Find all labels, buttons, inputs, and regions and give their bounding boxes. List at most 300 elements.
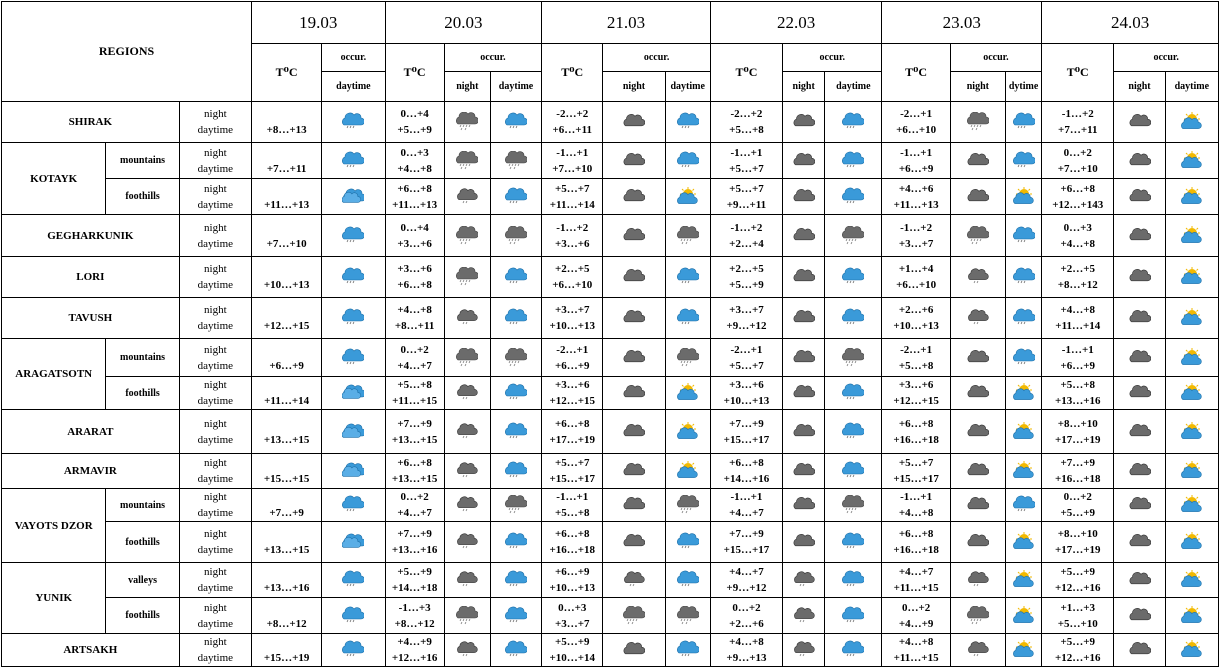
rain-cloud-icon [505,187,527,207]
night-weather-cell [783,215,825,257]
daytime-label: daytime [197,237,234,250]
night-label: night [204,457,227,469]
overcast-icon [1129,606,1151,626]
rain-cloud-icon [505,383,527,403]
night-temperature: +2…+5 [554,263,590,275]
night-weather-cell [783,298,825,339]
rain-cloud-icon [842,112,864,132]
night-temperature: +4…+7 [898,566,934,578]
night-daytime-label [179,179,251,215]
subregion-name: foothills [106,522,179,563]
day-weather-cell [665,563,710,598]
day-temperature: +4…+7 [397,359,432,372]
rain-cloud-icon [842,640,864,660]
day-temperature: +11…+15 [392,395,438,407]
rain-cloud-icon [1013,308,1035,328]
temperature-cell [710,298,782,339]
partly-sunny-icon [1013,570,1035,590]
temperature-cell [882,377,950,410]
day-weather-cell [825,377,882,410]
night-weather-cell [1114,454,1165,489]
day-weather-cell [825,522,882,563]
temperature-cell [882,634,950,667]
rain-cloud-icon [505,640,527,660]
overcast-icon [967,461,989,481]
day-temperature: +12…+16 [1054,582,1101,594]
occurrence-header: occur. [783,44,882,72]
temperature-cell [882,143,950,179]
day-weather-cell [1165,634,1218,667]
temperature-cell [710,454,782,489]
day-temperature: +7…+10 [266,237,307,250]
night-temperature: +5…+9 [1060,566,1096,578]
overcast-icon [623,151,645,171]
overcast-icon [623,640,645,660]
rain-cloud-icon [505,308,527,328]
light-rain-icon [456,383,478,403]
night-weather-cell [950,522,1005,563]
rain-cloud-icon [677,640,699,660]
day-weather-cell [490,563,541,598]
region-name: ARTSAKH [2,634,180,667]
light-rain-icon [456,640,478,660]
night-temperature: +3…+6 [397,263,432,275]
night-weather-cell [444,339,490,377]
occurrence-header: occur. [322,44,385,72]
day-weather-cell [665,102,710,143]
night-temperature: -1…+3 [398,601,431,614]
day-temperature: +12…+16 [391,652,438,664]
night-weather-cell [783,454,825,489]
day-temperature: +11…+13 [264,198,310,211]
overcast-icon [1129,267,1151,287]
rain-cloud-icon [505,570,527,590]
overcast-icon [623,226,645,246]
day-temperature: +10…+13 [549,320,596,332]
day-weather-cell [825,339,882,377]
overcast-icon [1129,151,1151,171]
table-row [2,634,1219,667]
night-temperature: -2…+2 [730,108,763,120]
day-temperature: +3…+7 [898,237,934,250]
light-rain-icon [793,606,815,626]
night-weather-cell [783,339,825,377]
night-weather-cell [950,257,1005,298]
day-temperature: +8…+11 [394,320,435,332]
day-weather-cell [490,339,541,377]
day-weather-cell [1165,377,1218,410]
rain-cloud-icon [505,422,527,442]
night-weather-cell [783,257,825,298]
occurrence-header: occur. [1114,44,1219,72]
overcast-icon [793,495,815,515]
partly-sunny-icon [1181,640,1203,660]
temperature-cell [542,257,603,298]
overcast-icon [793,422,815,442]
night-weather-cell [444,377,490,410]
rain-cloud-icon [505,532,527,552]
temperature-cell [385,179,444,215]
night-label: night [204,304,227,316]
partly-sunny-icon [1181,308,1203,328]
night-weather-cell [950,339,1005,377]
overcast-icon [1129,532,1151,552]
night-weather-cell [603,102,665,143]
temperature-cell [542,410,603,454]
night-weather-cell [603,489,665,522]
day-temperature: +5…+9 [729,279,764,291]
night-header: night [783,72,825,102]
night-temperature: +3…+6 [554,379,590,391]
temperature-cell [251,563,321,598]
day-temperature: +16…+18 [893,544,939,556]
night-temperature: +3…+6 [729,379,764,391]
rain-cloud-icon [342,495,364,515]
day-temperature: +15…+15 [263,473,310,485]
night-weather-cell [1114,102,1165,143]
night-temperature: +2…+5 [729,263,764,275]
temperature-cell [385,522,444,563]
temp-header: T⁰C [385,44,444,102]
day-weather-cell [490,179,541,215]
night-weather-cell [444,143,490,179]
night-weather-cell [1114,179,1165,215]
night-weather-cell [1114,489,1165,522]
day-weather-cell [825,634,882,667]
temperature-cell [251,257,321,298]
night-temperature: +4…+8 [729,636,764,648]
night-weather-cell [1114,598,1165,634]
temperature-cell [1042,377,1114,410]
temperature-cell [710,143,782,179]
night-weather-cell [603,634,665,667]
night-temperature [252,526,321,542]
day-temperature: +8…+13 [266,124,307,136]
night-weather-cell [950,598,1005,634]
day-temperature: +11…+14 [549,198,595,211]
weather-cell [322,102,385,143]
night-temperature: +6…+9 [554,566,590,578]
weather-cell [322,298,385,339]
light-rain-icon [793,640,815,660]
daytime-label: daytime [197,433,234,446]
date-header: 24.03 [1042,2,1219,44]
date-header: 23.03 [882,2,1042,44]
overcast-icon [623,348,645,368]
night-weather-cell [950,634,1005,667]
night-weather-cell [444,410,490,454]
day-temperature: +6…+9 [269,359,304,372]
partly-sunny-icon [1181,606,1203,626]
occurrence-header: occur. [603,44,710,72]
region-name: TAVUSH [2,298,180,339]
night-weather-cell [950,410,1005,454]
night-temperature: 0…+2 [400,343,429,356]
overcast-icon [1129,495,1151,515]
table-row [2,489,1219,522]
rain-cloud-icon [342,112,364,132]
night-weather-cell [1114,257,1165,298]
day-temperature: +5…+9 [397,124,432,136]
night-weather-cell [783,410,825,454]
partly-sunny-icon [1181,461,1203,481]
day-temperature: +5…+8 [898,359,934,372]
day-temperature: +12…+16 [1054,652,1101,664]
day-temperature: +11…+13 [392,198,438,211]
night-weather-cell [1114,143,1165,179]
overcast-icon [1129,383,1151,403]
rain-cloud-icon [1013,226,1035,246]
temperature-cell [1042,410,1114,454]
temperature-cell [542,339,603,377]
temperature-cell [542,454,603,489]
day-temperature: +13…+15 [263,433,310,446]
night-weather-cell [444,179,490,215]
temperature-cell [1042,257,1114,298]
rain-cloud-icon [342,267,364,287]
night-temperature: +6…+8 [1060,182,1096,195]
overcast-icon [1129,112,1151,132]
day-temperature: +17…+19 [549,433,596,446]
day-temperature: +3…+6 [554,237,590,250]
temperature-cell [542,634,603,667]
night-temperature: -1…+2 [556,221,589,234]
rain-cloud-icon [342,348,364,368]
table-row [2,257,1219,298]
daytime-header: daytime [1165,72,1218,102]
subregion-name: foothills [106,377,179,410]
night-temperature: -1…+1 [730,491,763,503]
night-temperature: +3…+7 [729,304,764,316]
rain-cloud-icon [842,422,864,442]
night-weather-cell [603,215,665,257]
day-temperature: +5…+10 [1057,617,1098,630]
day-temperature: +13…+15 [263,544,310,556]
night-temperature: +5…+7 [554,457,590,469]
partly-sunny-icon [1013,422,1035,442]
night-daytime-label [179,339,251,377]
temperature-cell [710,339,782,377]
day-temperature: +8…+12 [394,617,435,630]
night-temperature: 0…+2 [1063,491,1092,503]
overcast-icon [1129,187,1151,207]
night-temperature: +3…+7 [554,304,590,316]
day-weather-cell [1005,454,1041,489]
night-temperature: 0…+2 [400,491,429,503]
day-temperature: +15…+17 [723,433,770,446]
temperature-cell [542,215,603,257]
night-weather-cell [783,489,825,522]
partly-sunny-icon [1013,640,1035,660]
partly-sunny-icon [1181,187,1203,207]
day-temperature: +15…+17 [723,544,770,556]
region-name: LORI [2,257,180,298]
rain-cloud-icon [505,606,527,626]
night-daytime-label [179,563,251,598]
overcast-icon [967,348,989,368]
night-weather-cell [444,634,490,667]
day-weather-cell [1165,179,1218,215]
overcast-icon [623,112,645,132]
temperature-cell [542,143,603,179]
sleet-icon [505,495,527,515]
light-rain-icon [456,532,478,552]
temperature-cell [710,522,782,563]
overcast-icon [793,187,815,207]
night-temperature: +4…+7 [729,566,764,578]
partly-sunny-icon [1013,606,1035,626]
day-temperature: +14…+16 [723,473,770,485]
temperature-cell [385,102,444,143]
day-temperature: +7…+10 [552,162,593,175]
night-temperature: +6…+8 [898,417,934,430]
partly-sunny-icon [677,422,699,442]
temperature-cell [882,298,950,339]
rain-cloud-icon [842,187,864,207]
night-temperature: +1…+4 [898,263,934,275]
daytime-label: daytime [197,652,234,664]
day-weather-cell [825,102,882,143]
table-row [2,298,1219,339]
day-temperature: +10…+13 [549,582,596,594]
temperature-cell [1042,179,1114,215]
day-weather-cell [825,298,882,339]
temperature-cell [710,257,782,298]
night-temperature [252,261,321,277]
night-weather-cell [603,377,665,410]
day-weather-cell [1165,257,1218,298]
day-temperature: +10…+13 [893,320,939,332]
day-weather-cell [490,257,541,298]
daytime-header: dytime [1005,72,1041,102]
day-temperature: +15…+19 [263,652,310,664]
day-weather-cell [1165,143,1218,179]
night-weather-cell [444,563,490,598]
partly-sunny-icon [1181,267,1203,287]
overcast-icon [1129,226,1151,246]
day-temperature: +12…+15 [549,395,596,407]
day-temperature: +9…+11 [726,198,767,211]
day-weather-cell [490,102,541,143]
day-temperature: +17…+19 [1054,544,1101,556]
sleet-icon [842,226,864,246]
day-temperature: +6…+11 [552,124,592,136]
night-temperature: +5…+7 [729,182,764,195]
rain-cloud-icon [342,570,364,590]
day-temperature: +2…+6 [729,617,764,630]
night-temperature: -1…+1 [556,146,589,159]
overcast-icon [793,532,815,552]
day-temperature: +6…+9 [1060,359,1096,372]
night-weather-cell [1114,339,1165,377]
day-temperature: +7…+11 [1058,124,1098,136]
day-weather-cell [665,634,710,667]
day-temperature: +5…+7 [729,162,764,175]
temperature-cell [1042,339,1114,377]
cloudy-icon [342,461,364,481]
day-temperature: +4…+9 [898,617,934,630]
occurrence-header: occur. [950,44,1041,72]
day-weather-cell [1165,102,1218,143]
cloudy-icon [342,422,364,442]
night-weather-cell [950,298,1005,339]
temperature-cell [385,410,444,454]
night-weather-cell [950,179,1005,215]
night-label: night [204,379,227,391]
weather-cell [322,522,385,563]
day-temperature: +9…+13 [726,652,767,664]
night-temperature: 0…+3 [1063,221,1092,234]
night-weather-cell [603,522,665,563]
night-weather-cell [1114,634,1165,667]
night-temperature [252,145,321,161]
day-temperature: +6…+8 [397,279,432,291]
night-weather-cell [1114,410,1165,454]
day-temperature: +17…+19 [1054,433,1101,446]
night-weather-cell [603,179,665,215]
overcast-icon [623,308,645,328]
subregion-name: mountains [106,339,179,377]
night-temperature: 0…+4 [400,221,429,234]
night-label: night [204,221,227,234]
temperature-cell [882,102,950,143]
subregion-name: mountains [106,489,179,522]
night-label: night [204,146,227,159]
rain-cloud-icon [342,308,364,328]
night-weather-cell [603,563,665,598]
day-weather-cell [1005,298,1041,339]
day-temperature: +13…+16 [391,544,438,556]
day-weather-cell [665,410,710,454]
night-weather-cell [783,522,825,563]
night-weather-cell [950,377,1005,410]
night-label: night [204,601,227,614]
night-temperature: -1…+1 [900,491,933,503]
day-temperature: +4…+8 [397,162,432,175]
night-weather-cell [1114,377,1165,410]
night-temperature [252,416,321,432]
night-temperature: +7…+9 [729,528,764,540]
temperature-cell [251,377,321,410]
day-weather-cell [665,377,710,410]
temp-header: T⁰C [1042,44,1114,102]
day-weather-cell [490,522,541,563]
day-weather-cell [1005,598,1041,634]
night-daytime-label [179,598,251,634]
rain-cloud-icon [842,461,864,481]
temperature-cell [385,257,444,298]
temperature-cell [710,634,782,667]
night-temperature: 0…+3 [400,146,429,159]
day-temperature: +4…+8 [898,507,934,519]
partly-sunny-icon [1181,532,1203,552]
day-temperature: +13…+15 [391,473,438,485]
day-weather-cell [1005,522,1041,563]
rain-cloud-icon [342,606,364,626]
weather-cell [322,634,385,667]
day-temperature: +2…+4 [729,237,764,250]
sleet-icon [842,348,864,368]
night-weather-cell [950,215,1005,257]
night-weather-cell [603,454,665,489]
light-rain-icon [623,570,645,590]
night-label: night [204,108,227,120]
overcast-icon [1129,570,1151,590]
temperature-cell [882,257,950,298]
region-name: ARARAT [2,410,180,454]
night-label: night [204,263,227,275]
temperature-cell [251,410,321,454]
